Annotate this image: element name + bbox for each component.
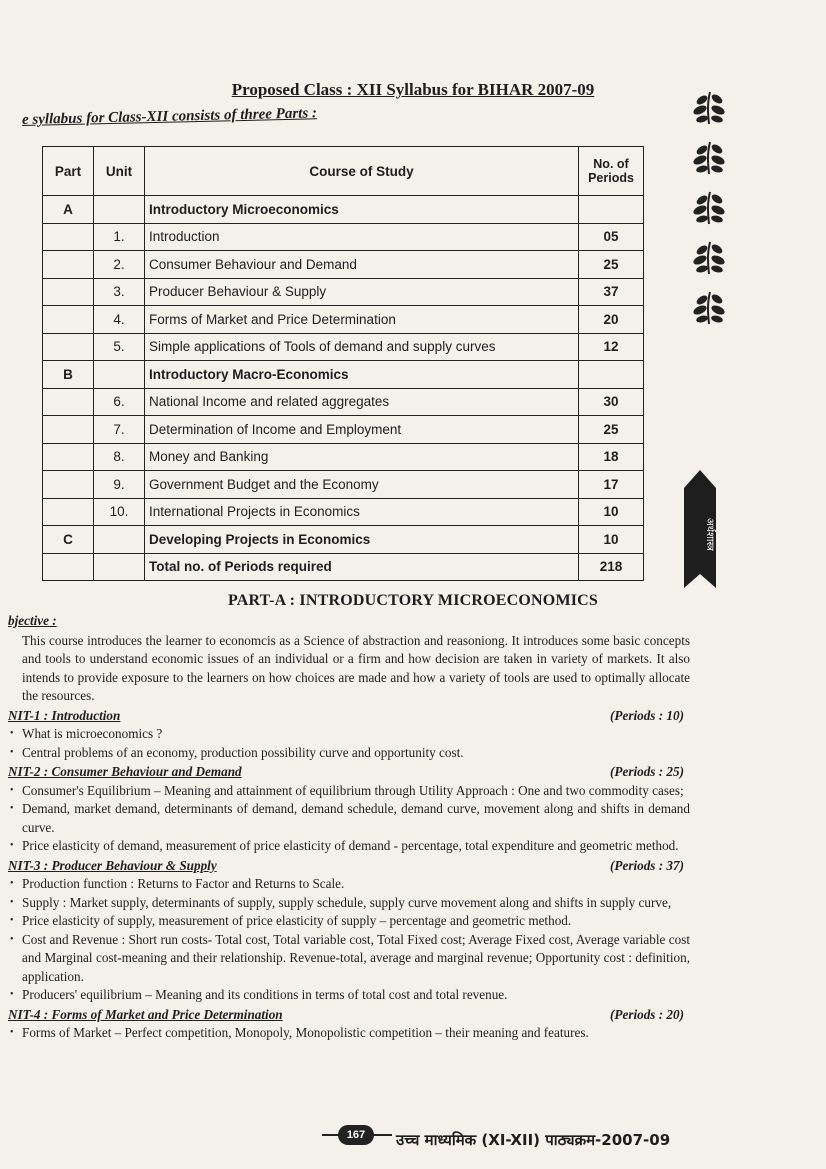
unit-periods: (Periods : 10)	[610, 707, 684, 723]
unit-title: NIT-1 : Introduction	[8, 707, 121, 723]
leaf-icon-column	[690, 88, 738, 338]
table-row	[43, 443, 644, 471]
cell-part: B	[43, 361, 94, 389]
side-tab-label: अर्थशास्त्र	[704, 517, 715, 551]
cell-course: National Income and related aggregates	[145, 388, 579, 416]
table-row	[43, 498, 644, 526]
list-item: • Central problems of an economy, production possibility curve and opportunity cost.	[22, 744, 690, 763]
unit-title: NIT-4 : Forms of Market and Price Determination	[8, 1006, 283, 1022]
list-item: • What is microeconomics ?	[22, 725, 690, 744]
cell-unit	[94, 526, 145, 554]
cell-periods	[579, 196, 644, 224]
cell-periods: 20	[579, 306, 644, 334]
page-title: Proposed Class : XII Syllabus for BIHAR 2007-09	[231, 80, 595, 99]
table-row	[43, 526, 644, 554]
header-periods: No. of Periods	[579, 147, 644, 196]
table-row	[43, 416, 644, 444]
cell-part: C	[43, 526, 94, 554]
leaf-icon	[690, 188, 728, 226]
cell-periods: 05	[579, 223, 644, 251]
list-item: • Producers' equilibrium – Meaning and its conditions in terms of total cost and total revenue.	[22, 986, 690, 1005]
unit-topic-list	[8, 725, 690, 762]
list-item: • Forms of Market – Perfect competition, Monopoly, Monopolistic competition – their meaning and features.	[22, 1024, 690, 1043]
cell-unit: 10.	[94, 498, 145, 526]
table-row	[43, 251, 644, 279]
table-row	[43, 388, 644, 416]
cell-part	[43, 388, 94, 416]
cell-course: Total no. of Periods required	[145, 553, 579, 581]
cell-course: Money and Banking	[145, 443, 579, 471]
unit-title: NIT-2 : Consumer Behaviour and Demand	[8, 764, 242, 779]
cell-part: A	[43, 196, 94, 224]
list-item: • Cost and Revenue : Short run costs- Total cost, Total variable cost, Total Fixed cost; Average Fixed cost, Average variable cost and Marginal cost-meaning and their relationship. Revenue-total, average and marginal revenue; Opportunity cost : definition, application.	[22, 931, 690, 987]
cell-part	[43, 443, 94, 471]
leaf-icon	[690, 238, 728, 276]
cell-course: Developing Projects in Economics	[145, 526, 579, 554]
cell-periods: 25	[579, 416, 644, 444]
objective-text: This course introduces the learner to economcis as a Science of abstraction and reasoniong. It introduces some basic concepts and tools to understand economic issues of an individual or a firm and how decision are taken in variety of markets. It also intends to provide exposure to the learners on how choices are made and how a variety of tools are used to optimally allocate the resources.	[22, 632, 690, 703]
part-a-heading: PART-A : INTRODUCTORY MICROECONOMICS	[227, 592, 599, 609]
cell-periods: 12	[579, 333, 644, 361]
cell-course: Introductory Microeconomics	[145, 196, 579, 224]
cell-periods: 17	[579, 471, 644, 499]
cell-periods: 10	[579, 526, 644, 554]
cell-periods	[579, 361, 644, 389]
list-item: • Consumer's Equilibrium – Meaning and attainment of equilibrium through Utility Approach : One and two commodity cases;	[22, 782, 690, 801]
cell-part	[43, 306, 94, 334]
list-item: • Demand, market demand, determinants of demand, demand schedule, demand curve, movement along and shifts in demand curve.	[22, 800, 690, 837]
list-item: • Price elasticity of demand, measurement of price elasticity of demand - percentage, total expenditure and geometric method.	[22, 837, 690, 856]
table-row	[43, 471, 644, 499]
unit-topic-list	[8, 875, 690, 1005]
cell-periods: 218	[579, 553, 644, 581]
cell-part	[43, 278, 94, 306]
cell-unit: 3.	[94, 278, 145, 306]
header-unit: Unit	[94, 147, 145, 196]
cell-part	[43, 553, 94, 581]
cell-periods: 37	[579, 278, 644, 306]
cell-unit: 4.	[94, 306, 145, 334]
unit-topic-list	[8, 1024, 690, 1043]
unit-periods: (Periods : 37)	[610, 857, 684, 873]
cell-course: Determination of Income and Employment	[145, 416, 579, 444]
table-row	[43, 223, 644, 251]
unit-topic-list	[8, 782, 690, 856]
syllabus-intro: e syllabus for Class-XII consists of three Parts :	[21, 105, 318, 128]
cell-unit: 7.	[94, 416, 145, 444]
table-row	[43, 196, 644, 224]
list-item: • Production function : Returns to Factor and Returns to Scale.	[22, 875, 690, 894]
cell-unit	[94, 553, 145, 581]
cell-unit: 9.	[94, 471, 145, 499]
unit-heading	[8, 707, 690, 726]
cell-periods: 30	[579, 388, 644, 416]
cell-unit: 8.	[94, 443, 145, 471]
cell-course: Simple applications of Tools of demand and supply curves	[145, 333, 579, 361]
header-course: Course of Study	[145, 147, 579, 196]
unit-heading	[8, 763, 690, 782]
side-tab	[684, 470, 716, 588]
page-number: 167	[338, 1125, 374, 1145]
cell-part	[43, 251, 94, 279]
cell-periods: 10	[579, 498, 644, 526]
table-row	[43, 333, 644, 361]
cell-periods: 25	[579, 251, 644, 279]
cell-course: Introductory Macro-Economics	[145, 361, 579, 389]
cell-unit: 1.	[94, 223, 145, 251]
unit-heading	[8, 857, 690, 876]
cell-periods: 18	[579, 443, 644, 471]
cell-course: Government Budget and the Economy	[145, 471, 579, 499]
syllabus-table	[42, 146, 644, 581]
cell-course: Producer Behaviour & Supply	[145, 278, 579, 306]
cell-part	[43, 333, 94, 361]
unit-periods: (Periods : 20)	[610, 1006, 684, 1022]
unit-periods: (Periods : 25)	[610, 764, 684, 779]
cell-part	[43, 416, 94, 444]
list-item: • Price elasticity of supply, measurement of price elasticity of supply – percentage and geometric method.	[22, 912, 690, 931]
unit-title: NIT-3 : Producer Behaviour & Supply	[8, 857, 217, 873]
leaf-icon	[690, 138, 728, 176]
cell-unit	[94, 196, 145, 224]
footer-text: उच्च माध्यमिक (XI-XII) पाठ्यक्रम-2007-09	[396, 1131, 671, 1149]
table-row	[43, 306, 644, 334]
table-body	[43, 196, 644, 581]
unit-list	[8, 707, 690, 1043]
cell-course: Forms of Market and Price Determination	[145, 306, 579, 334]
cell-part	[43, 471, 94, 499]
part-a-body	[8, 612, 690, 1043]
cell-unit: 2.	[94, 251, 145, 279]
cell-unit	[94, 361, 145, 389]
cell-unit: 5.	[94, 333, 145, 361]
table-row	[43, 553, 644, 581]
objective-label: bjective :	[8, 613, 57, 628]
header-part: Part	[43, 147, 94, 196]
cell-course: International Projects in Economics	[145, 498, 579, 526]
cell-unit: 6.	[94, 388, 145, 416]
table-row	[43, 361, 644, 389]
page-number-badge	[322, 1122, 392, 1148]
table-row	[43, 278, 644, 306]
leaf-icon	[690, 288, 728, 326]
cell-part	[43, 223, 94, 251]
list-item: • Supply : Market supply, determinants of supply, supply schedule, supply curve movement along and shifts in supply curve,	[22, 894, 690, 913]
cell-course: Introduction	[145, 223, 579, 251]
unit-heading	[8, 1006, 690, 1025]
table-header-row	[43, 147, 644, 196]
cell-course: Consumer Behaviour and Demand	[145, 251, 579, 279]
cell-part	[43, 498, 94, 526]
leaf-icon	[690, 88, 728, 126]
